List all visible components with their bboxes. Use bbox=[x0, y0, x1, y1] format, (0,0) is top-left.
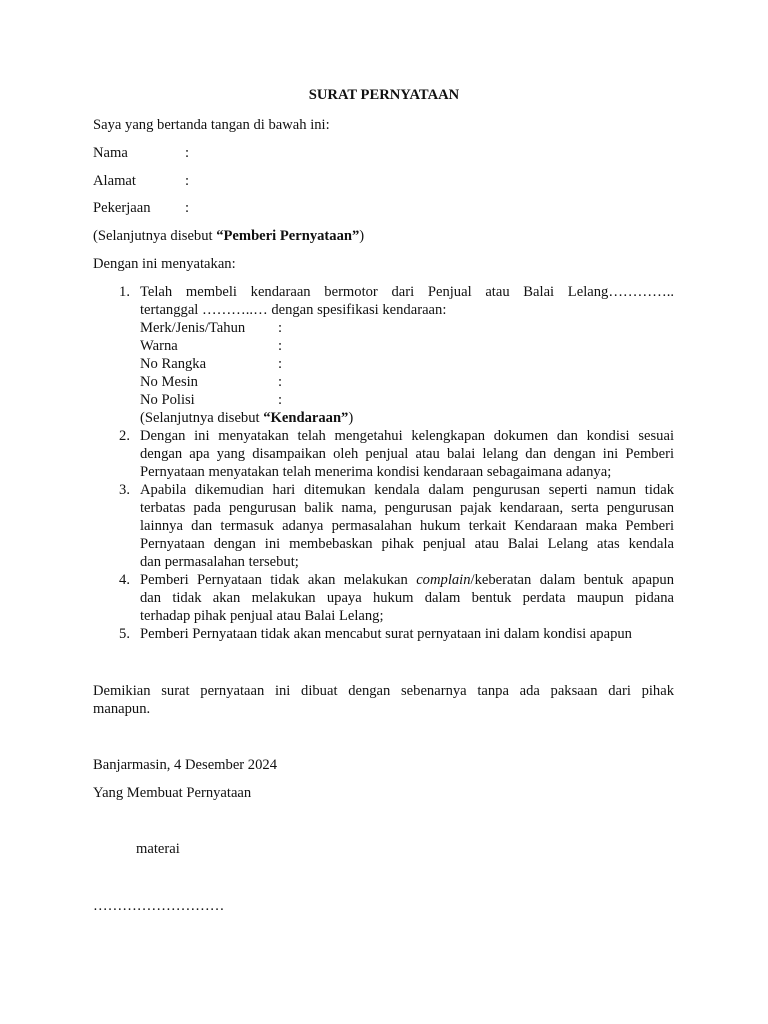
item-number-3: 3. bbox=[119, 482, 130, 498]
item-3-line-3: lainnya dan termasuk adanya permasalahan hukum terkait Kendaraan maka Pemberi bbox=[140, 518, 674, 534]
item-2-line-1: Dengan ini menyatakan telah mengetahui kelengkapan dokumen dan kondisi sesuai bbox=[140, 428, 674, 444]
field-colon-alamat: : bbox=[185, 173, 190, 189]
field-label-nama: Nama bbox=[93, 145, 128, 161]
vehicle-designation-suffix: ) bbox=[348, 410, 354, 426]
closing-line-2: manapun. bbox=[93, 701, 151, 717]
declaration-intro: Dengan ini menyatakan: bbox=[93, 256, 236, 272]
item-5-line-1: Pemberi Pernyataan tidak akan mencabut surat pernyataan ini dalam kondisi apapun bbox=[140, 626, 632, 642]
field-colon-nama: : bbox=[185, 145, 190, 161]
intro-text: Saya yang bertanda tangan di bawah ini: bbox=[93, 117, 330, 133]
item-3-line-1: Apabila dikemudian hari ditemukan kendala dalam pengurusan seperti namun tidak bbox=[140, 482, 674, 498]
spec-colon-no-polisi: : bbox=[278, 392, 283, 408]
signature-line: ……………………… bbox=[93, 898, 225, 914]
spec-label-no-polisi: No Polisi bbox=[140, 392, 195, 408]
field-colon-pekerjaan: : bbox=[185, 200, 190, 216]
designation-term: “Pemberi Pernyataan” bbox=[216, 228, 360, 244]
closing-line-1: Demikian surat pernyataan ini dibuat dengan sebenarnya tanpa ada paksaan dari pihak bbox=[93, 683, 674, 699]
item-1-line-1: Telah membeli kendaraan bermotor dari Penjual atau Balai Lelang………….. bbox=[140, 284, 674, 300]
item-4-line-2: dan tidak akan melakukan upaya hukum dalam bentuk perdata maupun pidana bbox=[140, 590, 674, 606]
designation-suffix: ) bbox=[359, 228, 365, 244]
designation-statement bbox=[93, 227, 364, 245]
spec-colon-no-rangka: : bbox=[278, 356, 283, 372]
item-number-4: 4. bbox=[119, 572, 130, 588]
item-1-line-2: tertanggal ………..… dengan spesifikasi kendaraan: bbox=[140, 302, 447, 318]
spec-label-no-mesin: No Mesin bbox=[140, 374, 198, 390]
item-number-2: 2. bbox=[119, 428, 130, 444]
document-title: SURAT PERNYATAAN bbox=[308, 87, 460, 103]
item-4-suffix: /keberatan dalam bentuk apapun bbox=[470, 572, 675, 588]
item-2-line-2: dengan apa yang disampaikan oleh penjual atau balai lelang dan dengan ini Pemberi bbox=[140, 446, 674, 462]
spec-label-warna: Warna bbox=[140, 338, 178, 354]
stamp-label: materai bbox=[136, 841, 180, 857]
item-4-italic-term: complain bbox=[416, 572, 471, 588]
vehicle-designation-prefix: (Selanjutnya disebut bbox=[140, 410, 264, 426]
spec-colon-merk: : bbox=[278, 320, 283, 336]
item-4-prefix: Pemberi Pernyataan tidak akan melakukan bbox=[140, 572, 417, 588]
item-3-line-4: Pernyataan dengan ini membebaskan pihak penjual atau Balai Lelang atas kendala bbox=[140, 536, 674, 552]
item-2-line-3: Pernyataan menyatakan telah menerima kondisi kendaraan sebagaimana adanya; bbox=[140, 464, 612, 480]
place-date: Banjarmasin, 4 Desember 2024 bbox=[93, 757, 277, 773]
item-3-line-2: terbatas pada pengurusan balik nama, pengurusan pajak kendaraan, serta pengurusan bbox=[140, 500, 674, 516]
spec-label-no-rangka: No Rangka bbox=[140, 356, 207, 372]
item-4-line-3: terhadap pihak penjual atau Balai Lelang; bbox=[140, 608, 384, 624]
designation-prefix: (Selanjutnya disebut bbox=[93, 228, 217, 244]
item-number-5: 5. bbox=[119, 626, 130, 642]
spec-colon-no-mesin: : bbox=[278, 374, 283, 390]
spec-colon-warna: : bbox=[278, 338, 283, 354]
field-label-alamat: Alamat bbox=[93, 173, 136, 189]
item-number-1: 1. bbox=[119, 284, 130, 300]
item-4-line-1 bbox=[140, 571, 674, 589]
vehicle-designation-term: “Kendaraan” bbox=[263, 410, 349, 426]
signatory-label: Yang Membuat Pernyataan bbox=[93, 785, 252, 801]
vehicle-designation bbox=[140, 409, 353, 427]
item-3-line-5: dan permasalahan tersebut; bbox=[140, 554, 299, 570]
spec-label-merk: Merk/Jenis/Tahun bbox=[140, 320, 246, 336]
field-label-pekerjaan: Pekerjaan bbox=[93, 200, 151, 216]
